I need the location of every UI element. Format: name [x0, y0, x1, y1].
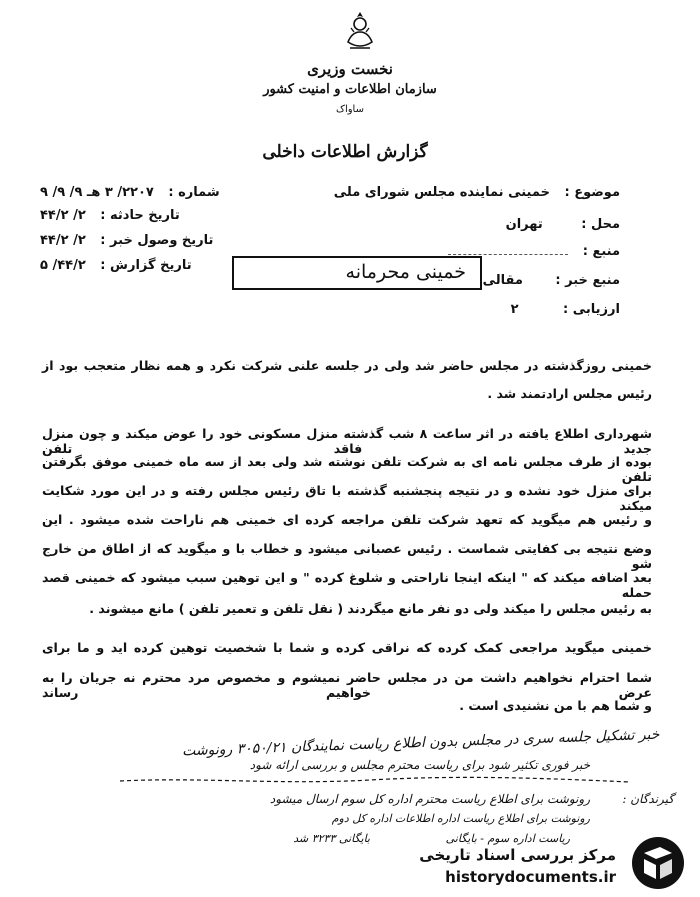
meta-received-date: تاریخ وصول خبر : ۲/ ۴۴/۲: [40, 233, 214, 248]
body-line: رئیس مجلس ارادتمند شد .: [487, 386, 652, 401]
meta-received-date-label: تاریخ وصول خبر: [110, 233, 214, 248]
meta-received-date-value: ۲/ ۴۴/۲: [40, 233, 86, 248]
separator-line-icon: [120, 776, 630, 786]
body-line: و شما هم با من نشنیدی است .: [459, 698, 652, 713]
meta-evaluation: ارزیابی : ۲: [510, 302, 620, 317]
body-line: خمینی روزگذشته در مجلس حاضر شد ولی در جلسه علنی شرکت نکرد و همه نظار متعجب بود از: [42, 358, 652, 373]
body-line: بوده از طرف مجلس نامه ای به شرکت تلفن نوشته شد ولی بعد از سه ماه خمینی موفق بگرفتن تلفن: [42, 454, 652, 484]
body-line: بعد اضافه میکند که " اینکه اینجا ناراحتی و شلوغ کرده " و این توهین سبب میشود که خمینی قصد حمله: [42, 570, 652, 600]
handwritten-recipients: گیرندگان :: [622, 792, 674, 806]
handwritten-note: خبر تشکیل جلسه سری در مجلس بدون اطلاع ریاست نمایندگان ۳۰۵۰/۲۱ رونوشت: [182, 726, 661, 760]
watermark-url: historydocuments.ir: [445, 868, 616, 886]
body-line: شما احترام نخواهیم داشت من در مجلس حاضر نمیشوم و مخصوص مرد محترم نه جریان را به عرض خواهیم رساند: [42, 670, 652, 700]
meta-number: شماره : ۲۲۰۷/ ۳ هـ ۹/ ۹/ ۹: [40, 185, 220, 200]
handwritten-note: خبر فوری تکثیر شود برای ریاست محترم مجلس و بررسی ارائه شود: [249, 758, 590, 772]
meta-incident-date: تاریخ حادثه : ۲/ ۴۴/۲: [40, 208, 180, 223]
meta-location-label: محل: [590, 217, 620, 232]
meta-incident-date-label: تاریخ حادثه: [110, 208, 180, 223]
meta-number-label: شماره: [178, 185, 220, 200]
meta-evaluation-value: ۲: [510, 302, 519, 317]
meta-evaluation-label: ارزیابی: [572, 302, 620, 317]
meta-subject: موضوع : خمینی نماینده مجلس شورای ملی: [333, 185, 620, 200]
meta-subject-value: خمینی نماینده مجلس شورای ملی: [333, 185, 550, 200]
ministry-title: نخست وزیری: [307, 60, 393, 78]
meta-report-date-value: ۴۴/۲/ ۵: [40, 258, 86, 273]
body-line: برای منزل خود نشده و در نتیجه پنجشنبه گذشته با تاق رئیس مجلس رفته و در این مورد شکایت میکند: [42, 483, 652, 513]
body-line: شهرداری اطلاع یافته در اثر ساعت ۸ شب گذشته منزل مسکونی خود را عوض میکند و چون منزل جدید فاقد تلفن: [42, 426, 652, 456]
handwritten-note: بایگانی ۳۲۳۳ شد: [293, 832, 370, 845]
meta-incident-date-value: ۲/ ۴۴/۲: [40, 208, 86, 223]
body-line: خمینی میگوید مراجعی کمک کرده که نراقی کرده و شما با شخصیت توهین کرده اید و ما برای: [42, 640, 652, 655]
classification-stamp: [232, 256, 482, 290]
meta-news-source-value: مقالی: [482, 273, 523, 288]
watermark-name: مرکز بررسی اسناد تاریخی: [419, 846, 616, 864]
handwritten-note: ریاست اداره سوم - بایگانی: [445, 832, 570, 845]
body-line: و رئیس هم میگوید که تعهد شرکت تلفن مراجعه کرده ای خمینی هم ناراحت شده میشود . این: [42, 512, 652, 527]
organization-name: سازمان اطلاعات و امنیت کشور: [263, 82, 437, 97]
meta-location-value: تهران: [505, 217, 543, 232]
sub-organization: ساواک: [336, 104, 364, 115]
meta-source-value: [448, 254, 568, 255]
classification-stamp-text: خمینی محرمانه: [345, 261, 466, 283]
meta-news-source-label: منبع خبر: [565, 273, 620, 288]
meta-news-source: منبع خبر : مقالی: [482, 273, 620, 288]
meta-source-label: منبع: [592, 244, 620, 259]
meta-number-value: ۲۲۰۷/ ۳ هـ ۹/ ۹/ ۹: [40, 185, 154, 200]
handwritten-note: رونوشت برای اطلاع ریاست اداره اطلاعات اداره کل دوم: [331, 812, 590, 825]
body-line: به رئیس مجلس را میکند ولی دو نفر مانع میگردند ( نقل تلفن و تعمیر تلفن ) مانع میشوند .: [89, 601, 652, 616]
handwritten-note: رونوشت برای اطلاع ریاست محترم اداره کل سوم ارسال میشود: [269, 792, 590, 806]
meta-report-date-label: تاریخ گزارش: [110, 258, 192, 273]
report-title: گزارش اطلاعات داخلی: [262, 142, 428, 162]
lion-and-sun-emblem-icon: [336, 8, 384, 56]
meta-report-date: تاریخ گزارش : ۴۴/۲/ ۵: [40, 258, 192, 273]
meta-subject-label: موضوع: [574, 185, 620, 200]
meta-location: محل : تهران: [505, 217, 620, 232]
body-line: وضع نتیجه بی کفایتی شماست . رئیس عصبانی میشود و خطاب با و میگوید که از اطاق من خارج شو: [42, 541, 652, 571]
meta-source: منبع :: [448, 244, 620, 259]
history-documents-logo-icon: [630, 835, 686, 891]
